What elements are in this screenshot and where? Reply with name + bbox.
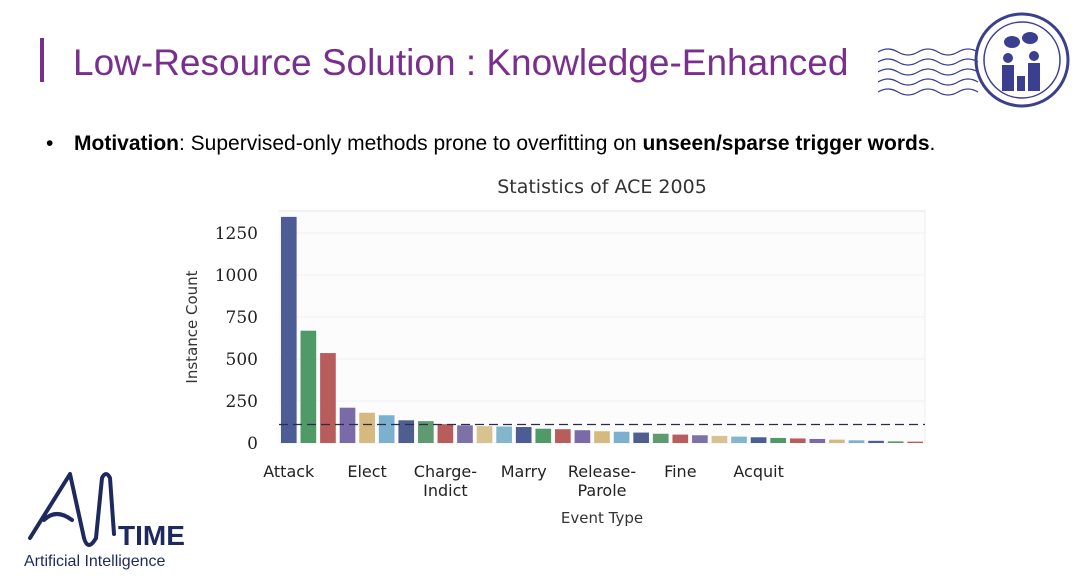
bar — [438, 424, 454, 443]
x-axis-label: Event Type — [560, 509, 644, 527]
bar — [379, 415, 395, 443]
y-tick-label: 1000 — [214, 265, 258, 286]
bar — [888, 441, 904, 443]
bar — [692, 435, 708, 443]
bar — [633, 433, 649, 443]
y-tick-label: 250 — [225, 391, 258, 412]
bar — [555, 429, 571, 443]
bar — [535, 429, 551, 443]
bullet-end: . — [929, 132, 936, 155]
x-tick-label: Attack — [263, 462, 315, 481]
x-tick-label: Charge- — [413, 462, 477, 481]
x-tick-label: Indict — [423, 481, 468, 500]
bar — [770, 438, 786, 443]
bar — [790, 438, 806, 443]
bar — [594, 431, 610, 443]
bullet-label: Motivation — [74, 132, 179, 155]
bar — [672, 435, 688, 443]
logo-time-word: TIME — [118, 520, 185, 551]
x-tick-label: Parole — [577, 481, 627, 500]
bar — [712, 436, 728, 443]
bar — [281, 217, 297, 443]
bar — [301, 331, 317, 443]
bar — [731, 437, 747, 443]
bullet-dot: • — [46, 132, 54, 155]
bar — [320, 353, 336, 443]
x-tick-label: Release- — [567, 462, 637, 481]
y-tick-label: 750 — [225, 307, 258, 328]
bar — [907, 442, 923, 443]
slide-title: Low-Resource Solution : Knowledge-Enhanced — [73, 42, 849, 83]
x-tick-label: Acquit — [733, 462, 784, 481]
bar — [810, 439, 826, 443]
bar — [359, 413, 375, 443]
bar — [477, 426, 493, 443]
x-tick-label: Fine — [664, 462, 697, 481]
bar — [829, 440, 845, 443]
bar — [849, 440, 865, 443]
bar — [516, 427, 532, 443]
bullet-emphasis: unseen/sparse trigger words — [642, 132, 930, 155]
y-tick-label: 0 — [247, 434, 258, 454]
plot-area — [279, 211, 925, 443]
bar — [496, 427, 512, 443]
bar — [398, 420, 414, 443]
y-tick-label: 500 — [225, 349, 258, 370]
y-axis-label: Instance Count — [183, 270, 201, 384]
bar — [868, 441, 884, 443]
bar — [653, 434, 669, 443]
logo-subtitle: Artificial Intelligence — [24, 553, 166, 570]
bar — [614, 432, 630, 443]
bar — [751, 437, 767, 443]
y-tick-label: 1250 — [214, 223, 258, 244]
bar — [457, 425, 473, 443]
bullet-separator: : — [179, 132, 191, 155]
x-tick-label: Elect — [347, 462, 387, 481]
x-tick-label: Marry — [500, 462, 547, 481]
bullet-text: Supervised-only methods prone to overfitting on — [190, 132, 643, 155]
bar — [340, 408, 356, 443]
bar — [575, 430, 591, 443]
chart-title: Statistics of ACE 2005 — [497, 176, 707, 198]
